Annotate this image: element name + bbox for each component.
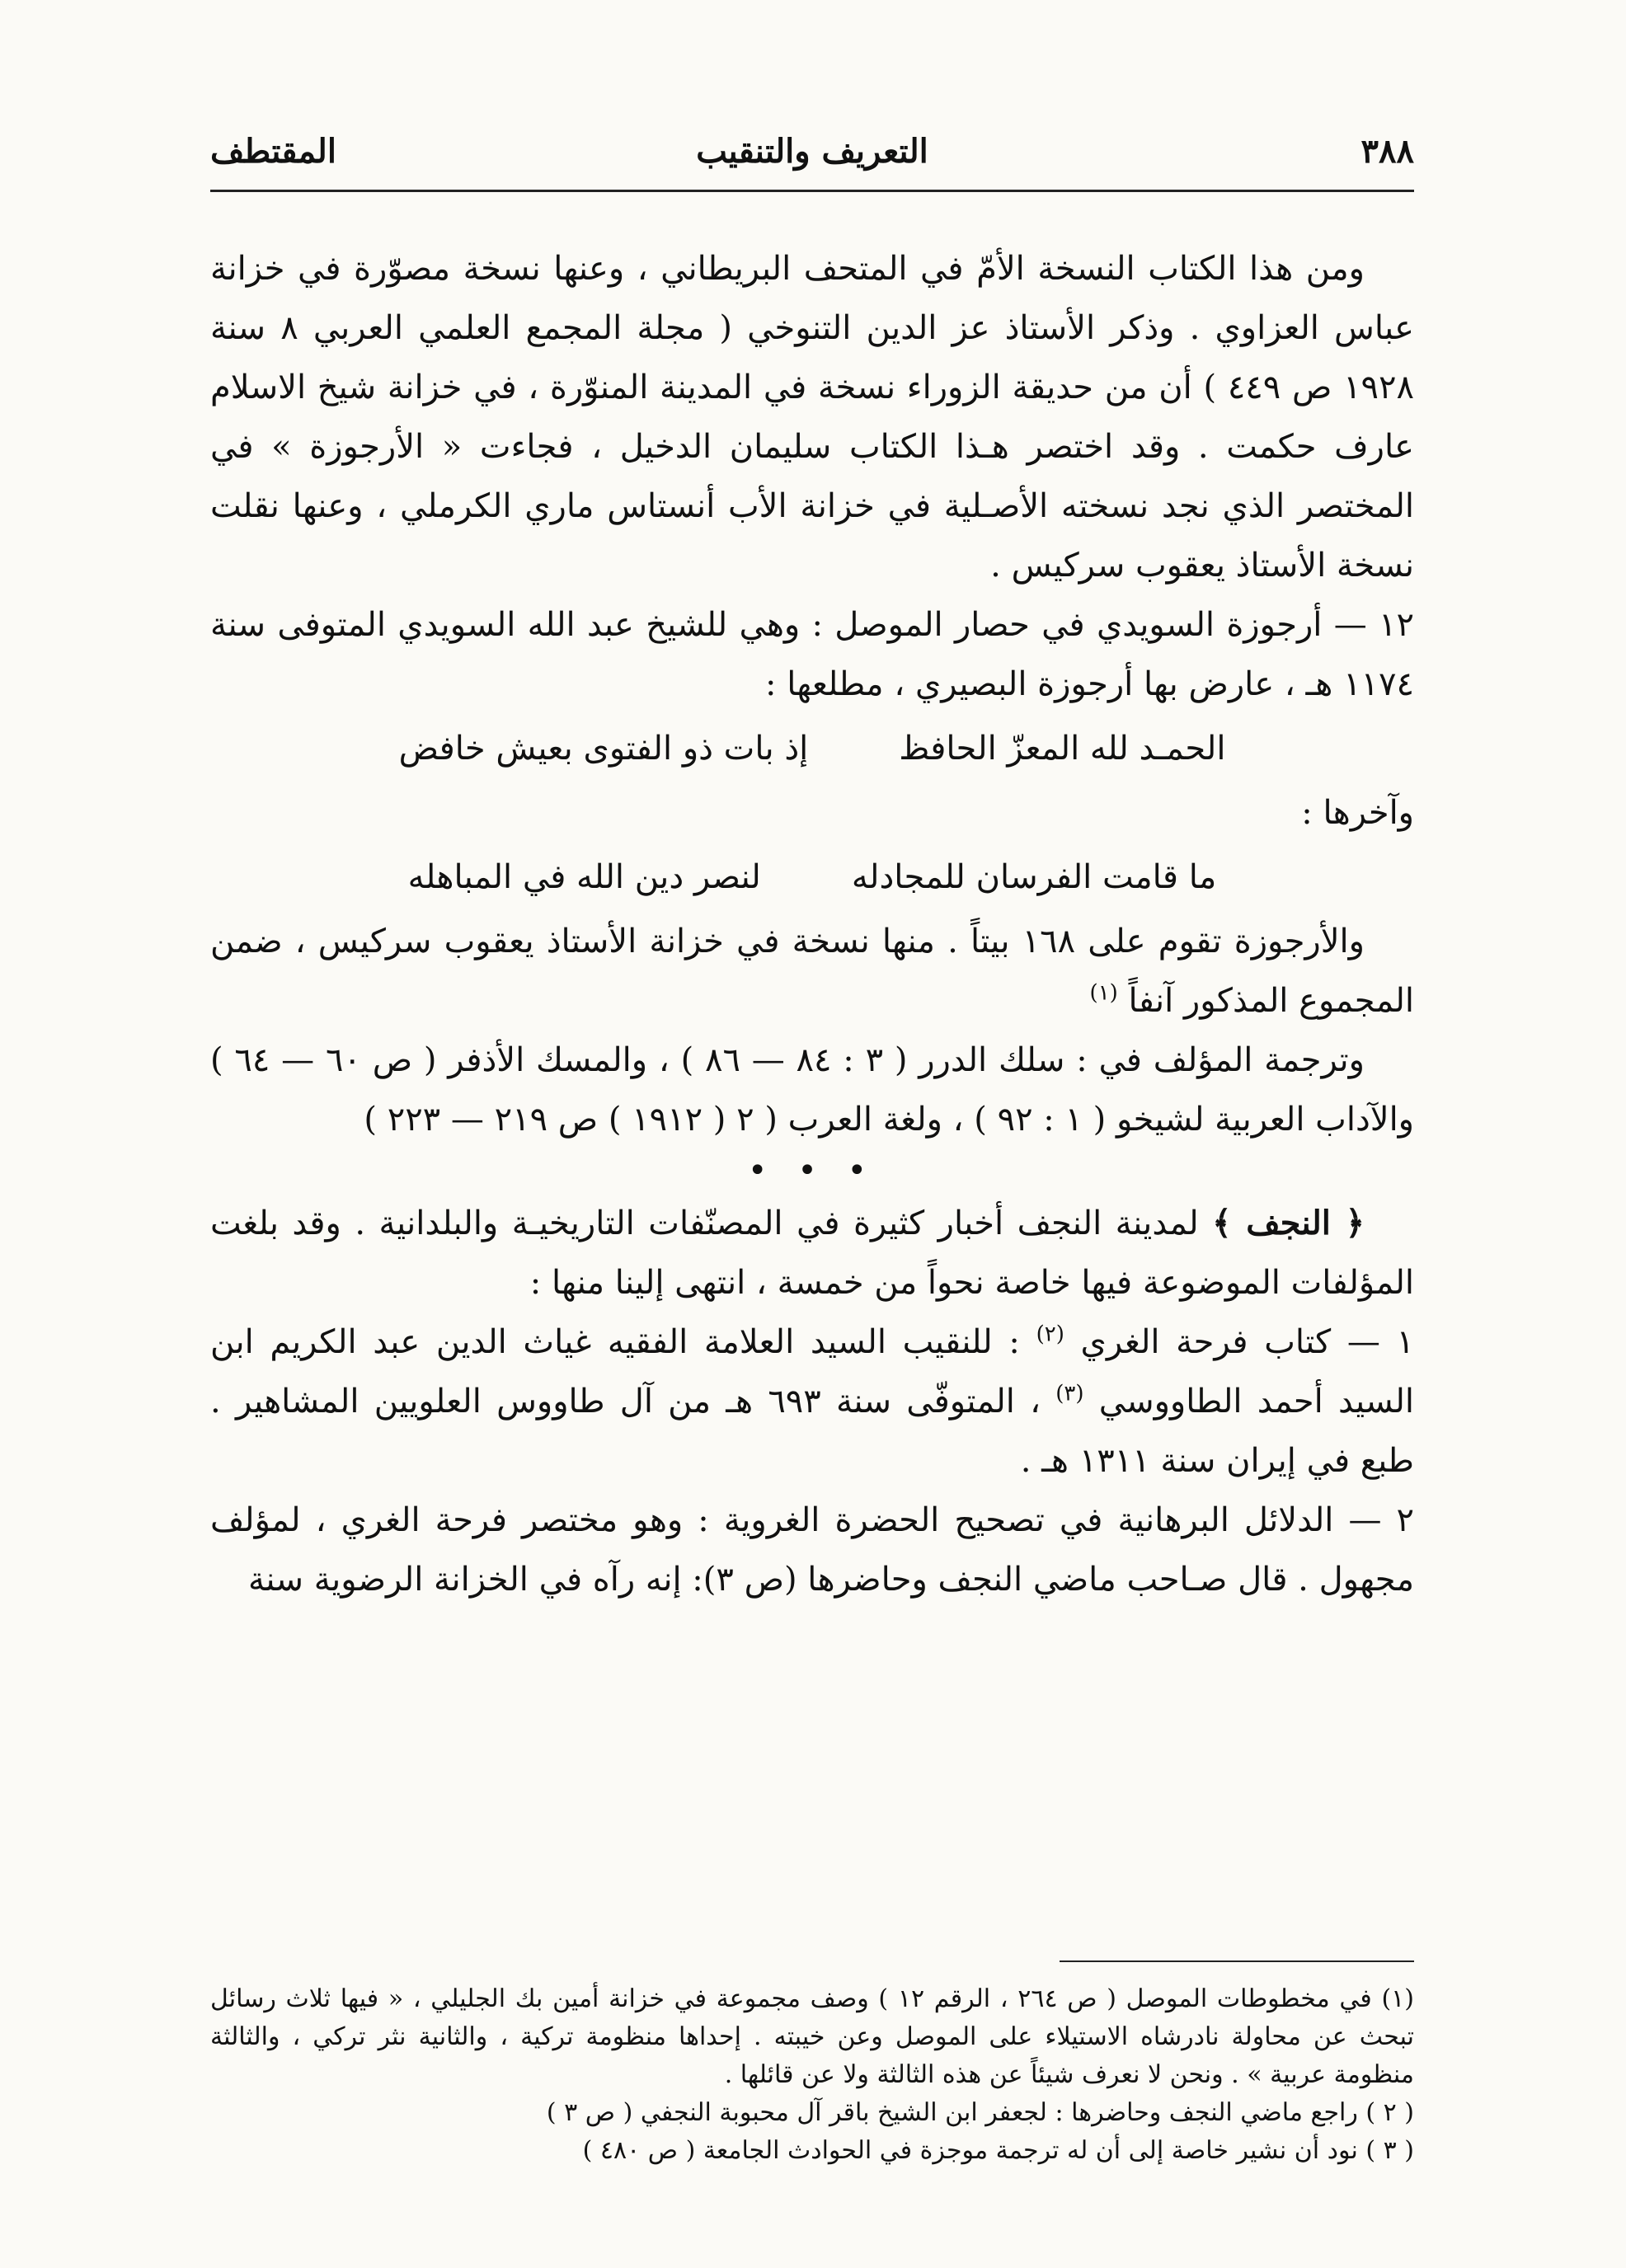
footnote-divider bbox=[1060, 1960, 1414, 1962]
entry-1-farhat-al-ghari bbox=[210, 1312, 1414, 1491]
opening-verse-second-hemistich: إذ بات ذو الفتوى بعيش خافض bbox=[398, 730, 809, 768]
entry-1-details: ، المتوفّى سنة ٦٩٣ هـ من آل طاووس العلويين المشاهير . طبع في إيران سنة ١٣١١ هـ . bbox=[210, 1383, 1414, 1480]
entry-1-author: : للنقيب السيد العلامة الفقيه غياث الدين عبد الكريم ابن السيد أحمد الطاووسي bbox=[210, 1323, 1414, 1420]
footnote-ref-3: (٣) bbox=[1055, 1381, 1084, 1406]
running-header bbox=[210, 115, 1414, 192]
section-separator: • • • bbox=[747, 1152, 877, 1190]
section-title: التعريف والتنقيب bbox=[696, 132, 928, 171]
footnote-3: ( ٣ ) نود أن نشير خاصة إلى أن له ترجمة موجزة في الحوادث الجامعة ( ص ٤٨٠ ) bbox=[582, 2136, 1414, 2165]
opening-verse bbox=[210, 719, 1414, 778]
body-text bbox=[210, 239, 1414, 1609]
page bbox=[210, 115, 1414, 2193]
paragraph-manuscripts: ومن هذا الكتاب النسخة الأمّ في المتحف البريطاني ، وعنها نسخة مصوّرة في خزانة عباس العزاوي . وذكر الأستاذ عز الدين التنوخي ( مجلة المجمع العلمي العربي ٨ سنة ١٩٢٨ ص ٤٤٩ ) أن من حديقة الزوراء نسخة في المدينة المنوّرة ، في خزانة شيخ الاسلام عارف حكمت . وقد اختصر هـذا الكتاب سليمان الدخيل ، فجاءت « الأرجوزة » في المختصر الذي نجد نسخته الأصـلية في خزانة الأب أنستاس ماري الكرملي ، وعنها نقلت نسخة الأستاذ يعقوب سركيس . bbox=[210, 250, 1414, 585]
opening-verse-first-hemistich: الحمـد لله المعزّ الحافظ bbox=[899, 730, 1226, 768]
closing-verse-second-hemistich: لنصر دين الله في المباهله bbox=[407, 858, 761, 896]
closing-verse-label: وآخرها : bbox=[1301, 794, 1414, 832]
footnote-2: ( ٢ ) راجع ماضي النجف وحاضرها : لجعفر ابن الشيخ باقر آل محبوبة النجفي ( ص ٣ ) bbox=[546, 2098, 1414, 2127]
page-number: ٣٨٨ bbox=[1360, 132, 1414, 171]
paragraph-author-biography: وترجمة المؤلف في : سلك الدرر ( ٣ : ٨٤ — ٨٦ ) ، والمسك الأذفر ( ص ٦٠ — ٦٤ ) والآداب العربية لشيخو ( ١ : ٩٢ ) ، ولغة العرب ( ٢ ( ١٩١٢ ) ص ٢١٩ — ٢٢٣ ) bbox=[210, 1041, 1414, 1139]
closing-verse-first-hemistich: ما قامت الفرسان للمجادله bbox=[851, 858, 1217, 896]
footnote-ref-1: (١) bbox=[1089, 980, 1118, 1006]
journal-name: المقتطف bbox=[210, 132, 336, 171]
paragraph-najaf-intro bbox=[210, 1194, 1414, 1312]
footnote-ref-2: (٢) bbox=[1036, 1322, 1064, 1347]
footnotes bbox=[210, 1980, 1414, 2170]
footnote-1: (١) في مخطوطات الموصل ( ص ٢٦٤ ، الرقم ١٢ ) وصف مجموعة في خزانة أمين بك الجليلي ، « فيها ثلاث رسائل تبحث عن محاولة نادرشاه الاستيلاء على الموصل وعن خيبته . إحداها منظومة تركية ، والثانية نثر تركي ، والثالثة منظومة عربية » . ونحن لا نعرف شيئاً عن هذه الثالثة ولا عن قائلها . bbox=[210, 1984, 1414, 2089]
entry-1-title: ١ — كتاب فرحة الغري bbox=[1080, 1323, 1415, 1361]
paragraph-verse-count bbox=[210, 912, 1414, 1031]
entry-2-dalail: ٢ — الدلائل البرهانية في تصحيح الحضرة الغروية : وهو مختصر فرحة الغري ، لمؤلف مجهول . قال صـاحب ماضي النجف وحاضرها (ص ٣): إنه رآه في الخزانة الرضوية سنة bbox=[210, 1501, 1414, 1599]
entry-12-suwaydi: ١٢ — أرجوزة السويدي في حصار الموصل : وهي للشيخ عبد الله السويدي المتوفى سنة ١١٧٤ هـ ، عارض بها أرجوزة البصيري ، مطلعها : bbox=[210, 606, 1414, 703]
closing-verse bbox=[210, 848, 1414, 907]
najaf-intro-text: لمدينة النجف أخبار كثيرة في المصنّفات التاريخيـة والبلدانية . وقد بلغت المؤلفات الموضوعة فيها خاصة نحواً من خمسة ، انتهى إلينا منها : bbox=[210, 1204, 1414, 1302]
verse-count-text: والأرجوزة تقوم على ١٦٨ بيتاً . منها نسخة في خزانة الأستاذ يعقوب سركيس ، ضمن المجموع المذكور آنفاً bbox=[210, 923, 1414, 1020]
najaf-heading-word: ﴿ النجف ﴾ bbox=[1212, 1204, 1365, 1242]
